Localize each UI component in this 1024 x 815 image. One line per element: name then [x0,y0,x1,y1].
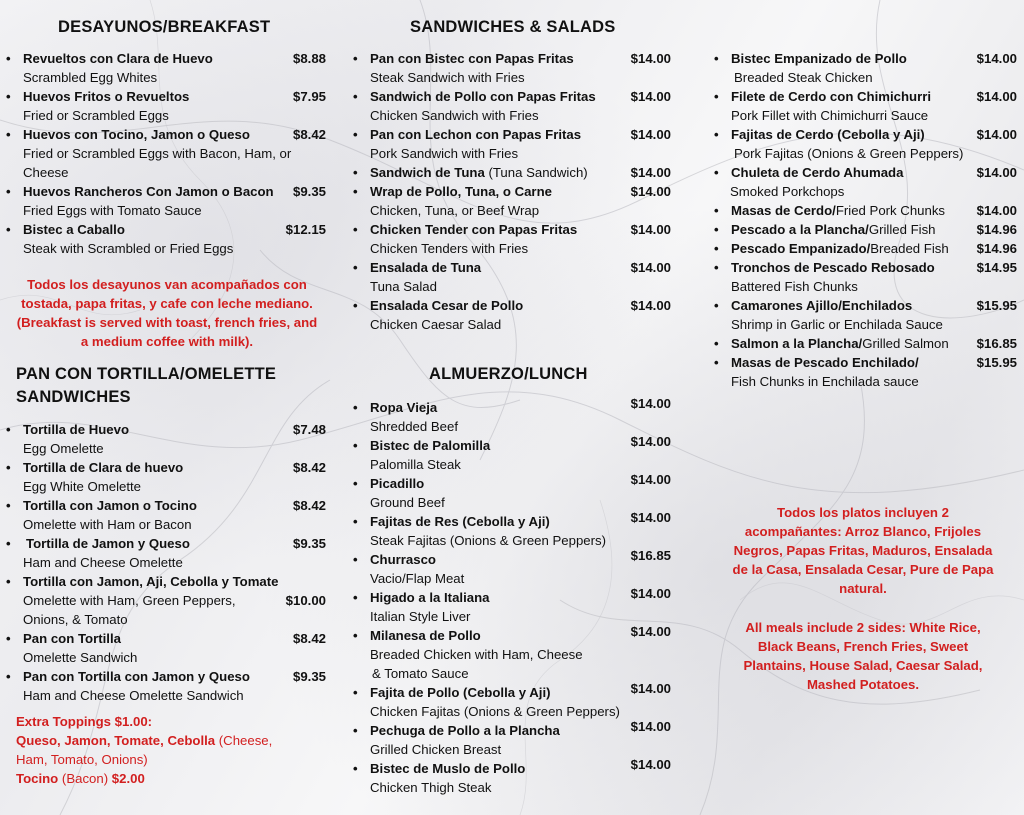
breakfast-title: DESAYUNOS/BREAKFAST [58,18,271,36]
breakfast-note: Todos los desayunos van acompañados con tostada, papa fritas, y cafe con leche mediano. (Breakfast is served with toast, french fries, and a medium coffee with milk). [16,277,318,349]
sides-note-es: Todos los platos incluyen 2 acompañantes: Arroz Blanco, Frijoles Negros, Papas Fritas, Maduros, Ensalada de la Casa, Ensalada Cesar, Pure de Papa natural. [732,505,994,596]
omelette-title-2: SANDWICHES [16,388,131,406]
extra-toppings: Extra Toppings $1.00: Queso, Jamon, Tomate, Cebolla (Cheese, Ham, Tomato, Onions) Tocino (Bacon) $2.00 [16,714,273,786]
omelette-title: PAN CON TORTILLA/OMELETTE [16,365,277,383]
sandwiches-title: SANDWICHES & SALADS [410,18,616,36]
sides-note-en: All meals include 2 sides: White Rice, Black Beans, French Fries, Sweet Plantains, House Salad, Caesar Salad, Mashed Potatoes. [743,620,983,692]
lunch-title: ALMUERZO/LUNCH [429,365,588,383]
